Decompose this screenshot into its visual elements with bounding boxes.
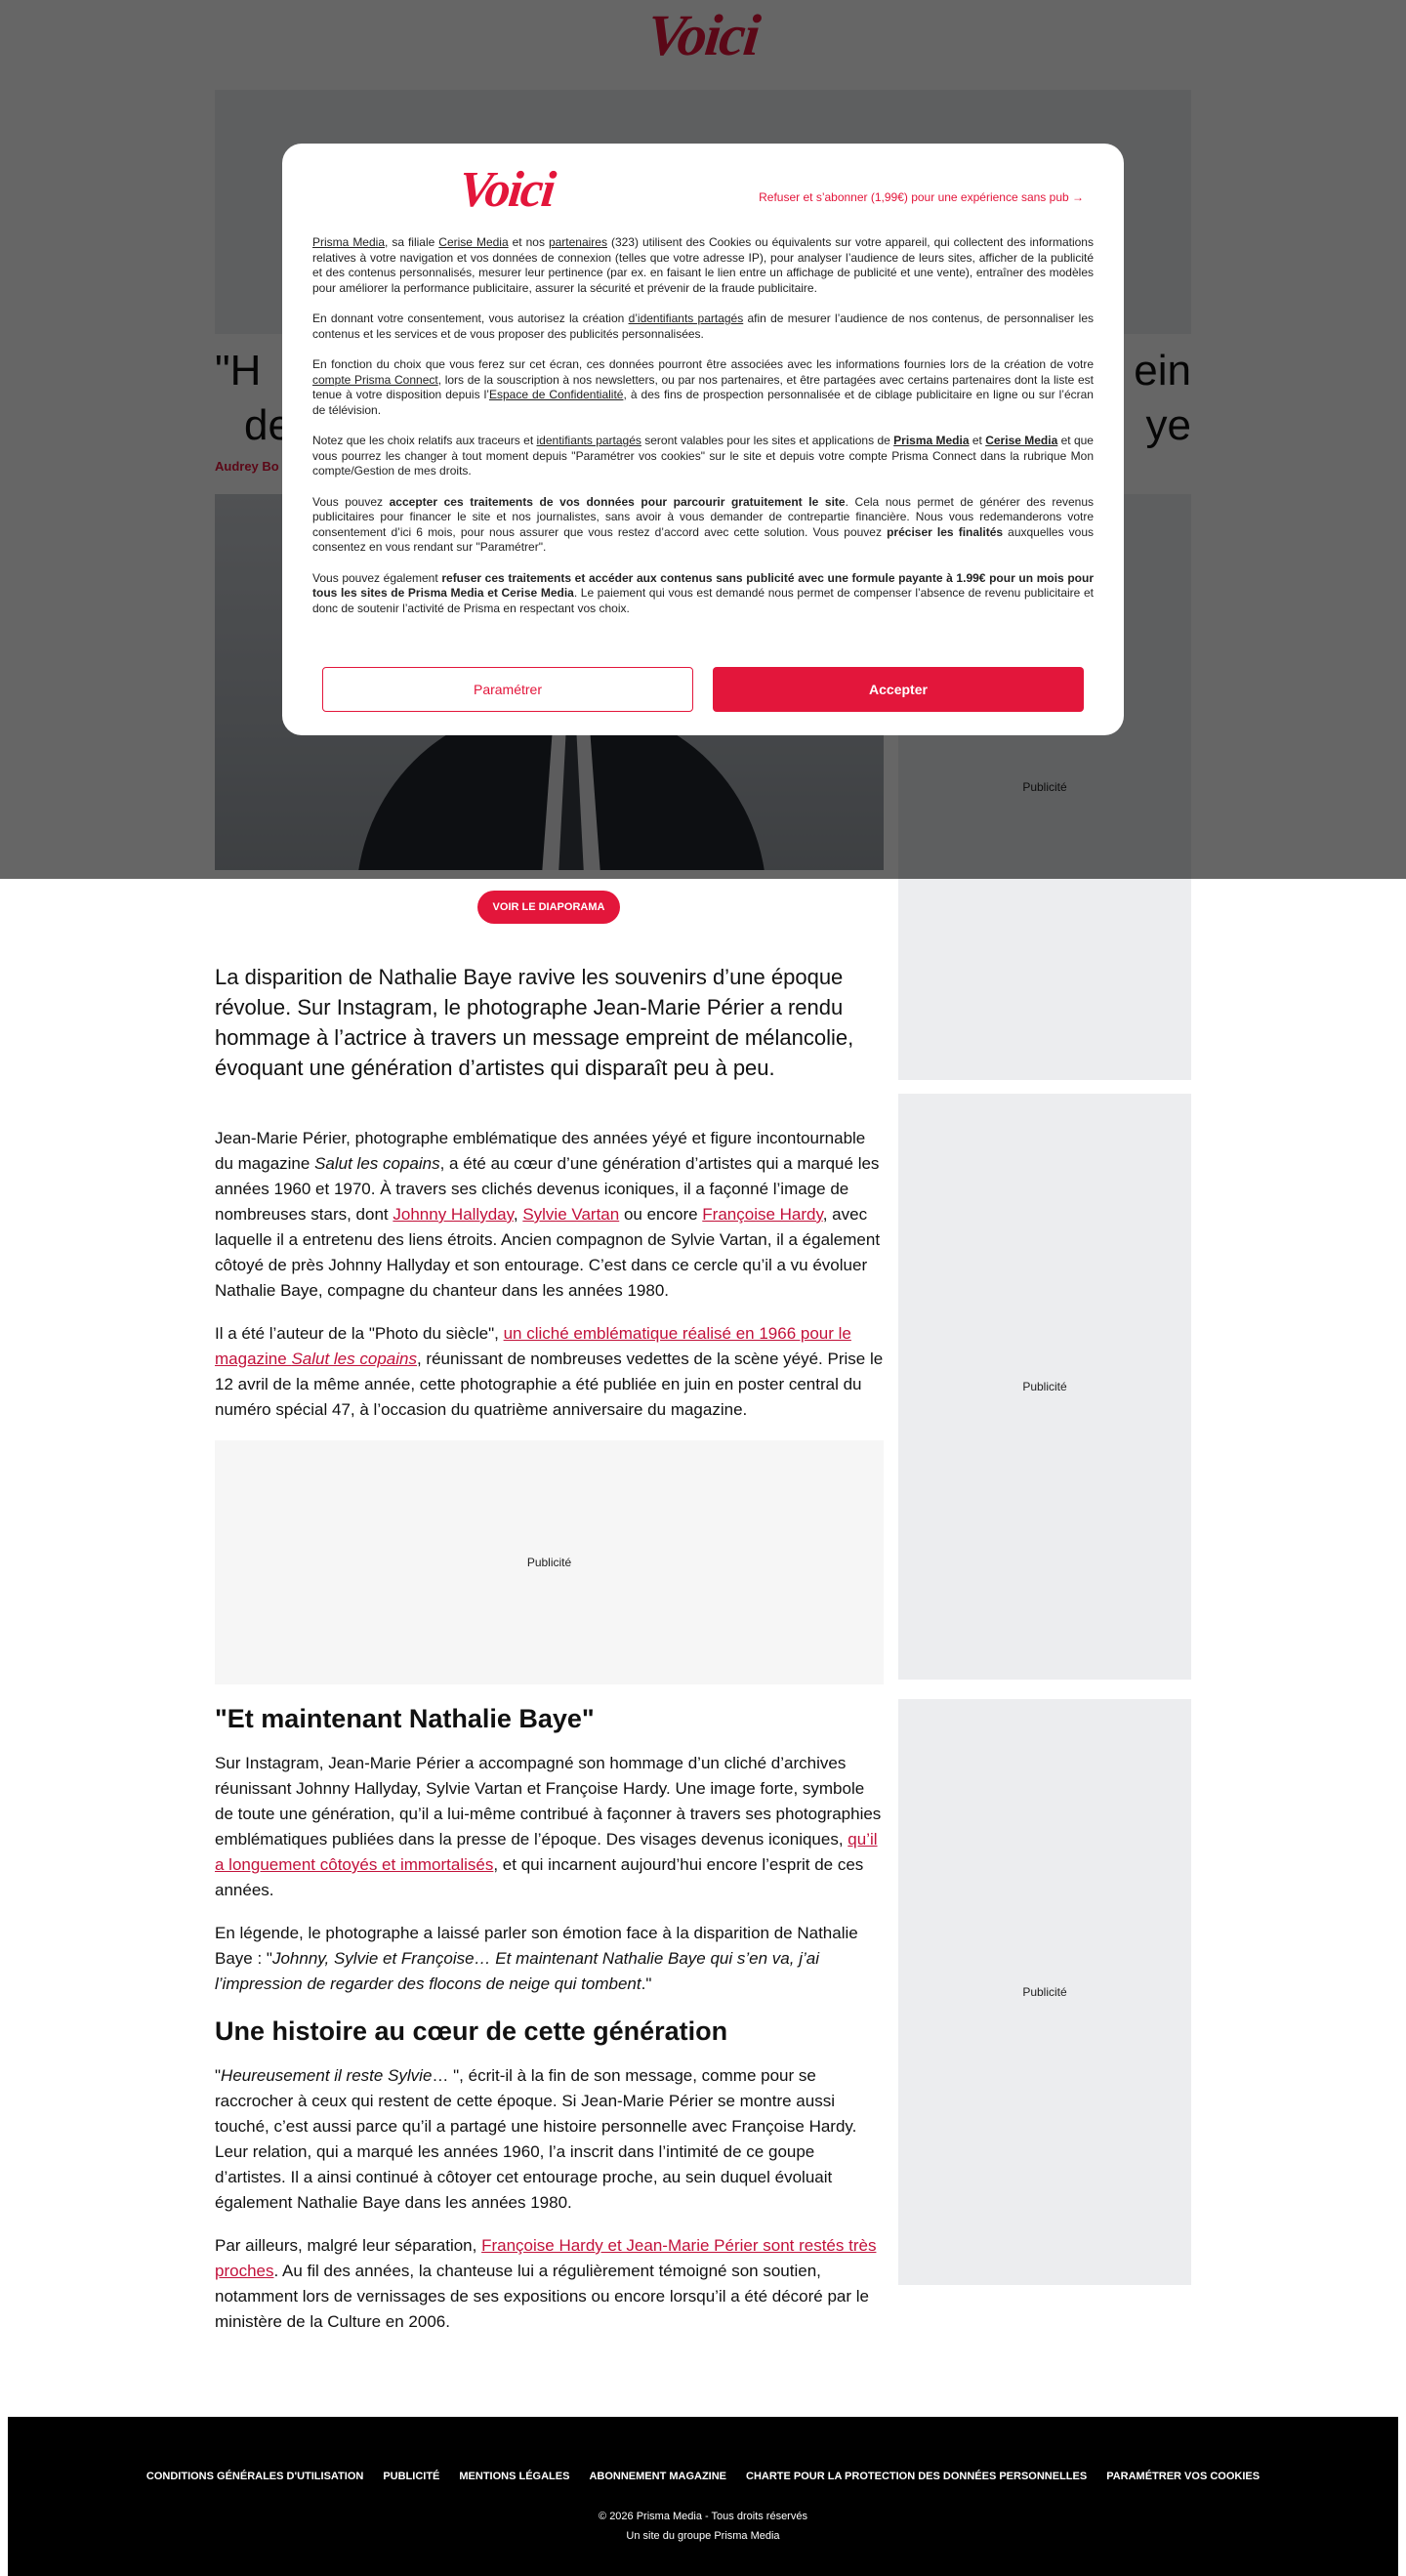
sidebar-ad[interactable] bbox=[898, 1699, 1191, 2285]
link-text: un cliché emblématique réalisé en 1966 pour le magazine bbox=[215, 1324, 851, 1368]
link-prisma-media[interactable]: Prisma Media bbox=[893, 434, 970, 447]
text: … ", écrit-il à la fin de son message, comme pour se raccrocher à ceux qui restent de cette époque. Si Jean-Marie Périer se montre aussi touché, c’est aussi parce qu’il a partagé une histoire personnelle avec Françoise Hardy. Leur relation, qui a marqué les années 1960, l’a inscrit dans l’intimité de ce goupe d’artistes. Il a ainsi continué à côtoyer cet entourage proche, au sein duquel évoluait également Nathalie Baye dans les années 1980. bbox=[215, 2066, 857, 2212]
link-espace-confidentialite[interactable]: Espace de Confidentialité bbox=[488, 388, 624, 401]
link-identifiants-partages[interactable]: identifiants partagés bbox=[536, 434, 641, 447]
text-strong: préciser les finalités bbox=[887, 524, 1004, 539]
link-hardy-perier[interactable]: Françoise Hardy et Jean-Marie Périer sont restés très proches bbox=[215, 2236, 877, 2280]
text: , sa filiale bbox=[385, 235, 439, 249]
text: Il a été l’auteur de la "Photo du siècle", bbox=[215, 1324, 504, 1343]
text: et nos bbox=[508, 235, 549, 249]
text: Vous pouvez également bbox=[312, 570, 442, 585]
article-body bbox=[215, 962, 884, 2352]
text: , à des fins de prospection personnalisée et de ciblage publicitaire en ligne ou sur l’écran de télévision. bbox=[312, 388, 1094, 417]
text: . Cela nous permet de générer des revenus publicitaires pour financer le site et nos journalistes, sans avoir à vous demander de contrepartie financière. Nous vous redemanderons votre consentement d’ici 6 mois, pour nous assurer que vous restez d’accord avec cette solution. Vous pouvez bbox=[312, 494, 1095, 539]
settings-button[interactable]: Paramétrer bbox=[322, 667, 693, 712]
link-cotoyes-immortalises[interactable]: qu’il a longuement côtoyés et immortalisés bbox=[215, 1830, 878, 1874]
consent-buttons bbox=[322, 667, 1084, 712]
footer-link-abonnement[interactable]: ABONNEMENT MAGAZINE bbox=[589, 2471, 727, 2482]
text-emphasis: Heureusement il reste Sylvie bbox=[221, 2066, 433, 2085]
text-emphasis: Johnny, Sylvie et Françoise… Et maintenant Nathalie Baye qui s’en va, j’ai l’impression de regarder des flocons de neige qui tombent bbox=[215, 1949, 819, 1993]
text: . Au fil des années, la chanteuse lui a régulièrement témoigné son soutien, notamment lors de vernissages de ses expositions ou encore lorsqu’il a été décoré par le ministère de la Culture en 2006. bbox=[215, 2262, 869, 2331]
refuse-subscribe-link[interactable]: Refuser et s’abonner (1,99€) pour une expérience sans pub → bbox=[759, 190, 1084, 204]
text: et que vous pourrez les changer à tout moment depuis "Paramétrer vos cookies" sur le site et depuis votre compte Prisma Connect dans la rubrique Mon compte/Gestion de mes droits. bbox=[312, 434, 1094, 478]
text: et bbox=[969, 434, 986, 447]
link-identifiants-partages[interactable]: d’identifiants partagés bbox=[628, 312, 744, 325]
link-prisma-media[interactable]: Prisma Media bbox=[312, 235, 385, 249]
copyright-text: © 2026 Prisma Media - Tous droits réservés bbox=[599, 2511, 807, 2522]
text: Jean-Marie Périer, photographe emblématique des années yéyé et figure incontournable du magazine bbox=[215, 1129, 866, 1173]
text-strong: refuser ces traitements et accéder aux contenus sans publicité avec une formule payante à 1.99€ pour un mois pour tous les sites de Prisma Media et Cerise Media bbox=[312, 570, 1094, 600]
sidebar-ad[interactable] bbox=[898, 1094, 1191, 1680]
ad-label: Publicité bbox=[1022, 1380, 1067, 1393]
text: " bbox=[215, 2066, 222, 2085]
text: Vous pouvez bbox=[312, 494, 390, 509]
section-heading: Une histoire au cœur de cette génération bbox=[215, 2016, 728, 2046]
text: , lors de la souscription à nos newsletters, ou par nos partenaires, et être partagées avec certains partenaires dont la liste est tenue à votre disposition depuis l’ bbox=[312, 372, 1094, 401]
text: ." bbox=[641, 1974, 652, 1993]
article-paragraph bbox=[215, 1751, 884, 1903]
link-compte-prisma-connect[interactable]: compte Prisma Connect bbox=[312, 372, 438, 387]
consent-paragraph bbox=[312, 312, 1094, 342]
text-strong: accepter ces traitements de vos données pour parcourir gratuitement le site bbox=[389, 494, 846, 509]
text: , avec laquelle il a entretenu des liens étroits. Ancien compagnon de Sylvie Vartan, il a également côtoyé de près Johnny Hallyday et son entourage. C’est dans ce cercle qu’il a vu évoluer Nathalie Baye, compagne du chanteur dans les années 1980. bbox=[215, 1205, 881, 1300]
text: , bbox=[513, 1205, 523, 1224]
text: auxquelles vous consentez en vous rendant sur "Paramétrer". bbox=[312, 524, 1094, 554]
text-emphasis: Salut les copains bbox=[314, 1154, 440, 1173]
consent-paragraph bbox=[312, 235, 1094, 296]
text: Sur Instagram, Jean-Marie Périer a accompagné son hommage d’un cliché d’archives réunissant Johnny Hallyday, Sylvie Vartan et Françoise Hardy. Une image forte, symbole de toute une génération, qu’il a lui-même contribué à façonner à travers ses photographies emblématiques publiées dans la presse de l’époque. Des visages devenus iconiques, bbox=[215, 1754, 882, 1849]
text: , réunissant de nombreuses vedettes de la scène yéyé. Prise le 12 avril de la même année, cette photographie a été publiée en juin en poster central du numéro spécial 47, à l’occasion du quatrième anniversaire du magazine. bbox=[215, 1350, 884, 1419]
article-paragraph bbox=[215, 1921, 884, 1997]
site-footer bbox=[8, 2417, 1398, 2576]
link-text-emphasis: Salut les copains bbox=[291, 1350, 417, 1368]
article-paragraph bbox=[215, 2063, 884, 2216]
consent-paragraph bbox=[312, 357, 1094, 418]
consent-text bbox=[312, 235, 1094, 616]
article-paragraph bbox=[215, 1321, 884, 1423]
text: En fonction du choix que vous ferez sur cet écran, ces données pourront être associées avec les informations fournies lors de la création de votre bbox=[312, 357, 1094, 371]
ad-label: Publicité bbox=[526, 1556, 572, 1569]
consent-paragraph bbox=[312, 495, 1094, 556]
inline-ad[interactable] bbox=[215, 1440, 884, 1684]
text: (323) utilisent des Cookies ou équivalents sur votre appareil, qui collectent des informations relatives à votre navigation et vos données de connexion (telles que votre adresse IP), pour analyser l’audience de leurs sites, afficher de la publicité et des contenus personnalisés, mesurer leur pertinence (par ex. en faisant le lien entre un affichage de publicité et une vente), entraîner des modèles pour améliorer la performance publicitaire, assurer la sécurité et prévenir de la fraude publicitaire. bbox=[312, 235, 1094, 295]
ad-label: Publicité bbox=[1022, 1985, 1067, 1999]
footer-links bbox=[8, 2471, 1398, 2482]
consent-header bbox=[312, 162, 1094, 235]
slideshow-button[interactable]: VOIR LE DIAPORAMA bbox=[477, 891, 620, 924]
consent-logo: Voici bbox=[456, 162, 557, 218]
text: Notez que les choix relatifs aux traceurs et bbox=[312, 434, 537, 447]
article-lead: La disparition de Nathalie Baye ravive les souvenirs d’une époque révolue. Sur Instagram, le photographe Jean-Marie Périer a rendu hommage à l’actrice à travers un message empreint de mélancolie, évoquant une génération d’artistes qui disparaît peu à peu. bbox=[215, 965, 854, 1080]
text: , et qui incarnent aujourd’hui encore l’esprit de ces années. bbox=[215, 1855, 864, 1899]
consent-paragraph bbox=[312, 434, 1094, 479]
footer-link-cgu[interactable]: CONDITIONS GÉNÉRALES D'UTILISATION bbox=[145, 2471, 364, 2482]
footer-link-cookies[interactable]: PARAMÉTRER VOS COOKIES bbox=[1106, 2471, 1261, 2482]
text: . Le paiement qui vous est demandé nous permet de compenser l’absence de revenu publicitaire et donc de soutenir l’activité de Prisma en respectant vos choix. bbox=[312, 586, 1094, 615]
text: seront valables pour les sites et applications de bbox=[641, 434, 894, 447]
text: ou encore bbox=[619, 1205, 703, 1224]
text: Par ailleurs, malgré leur séparation, bbox=[215, 2236, 482, 2255]
link-partenaires[interactable]: partenaires bbox=[548, 235, 607, 249]
section-heading: "Et maintenant Nathalie Baye" bbox=[215, 1704, 595, 1733]
text: , a été au cœur d’une génération d’artistes qui a marqué les années 1960 et 1970. À travers ses clichés devenus iconiques, il a façonné l’image de nombreuses stars, dont bbox=[215, 1154, 880, 1224]
consent-modal bbox=[282, 144, 1124, 735]
link-johnny-hallyday[interactable]: Johnny Hallyday bbox=[393, 1205, 514, 1224]
footer-link-mentions[interactable]: MENTIONS LÉGALES bbox=[459, 2471, 570, 2482]
link-francoise-hardy[interactable]: Françoise Hardy bbox=[702, 1205, 823, 1224]
link-sylvie-vartan[interactable]: Sylvie Vartan bbox=[522, 1205, 620, 1224]
consent-paragraph bbox=[312, 571, 1094, 617]
text: En donnant votre consentement, vous autorisez la création bbox=[312, 312, 629, 325]
article-paragraph bbox=[215, 2233, 884, 2335]
accept-button[interactable]: Accepter bbox=[713, 667, 1084, 712]
footer-link-publicite[interactable]: PUBLICITÉ bbox=[383, 2471, 440, 2482]
link-cerise-media[interactable]: Cerise Media bbox=[985, 434, 1058, 447]
footer-copyright bbox=[8, 2507, 1398, 2546]
link-cerise-media[interactable]: Cerise Media bbox=[438, 235, 509, 249]
text: En légende, le photographe a laissé parler son émotion face à la disparition de Nathalie Baye : " bbox=[215, 1924, 858, 1968]
group-text: Un site du groupe Prisma Media bbox=[626, 2530, 780, 2542]
footer-link-charte[interactable]: CHARTE POUR LA PROTECTION DES DONNÉES PERSONNELLES bbox=[746, 2471, 1088, 2482]
text: afin de mesurer l’audience de nos contenus, de personnaliser les contenus et les services et de vous proposer des publicités personnalisées. bbox=[312, 312, 1094, 341]
article-paragraph bbox=[215, 1126, 884, 1304]
